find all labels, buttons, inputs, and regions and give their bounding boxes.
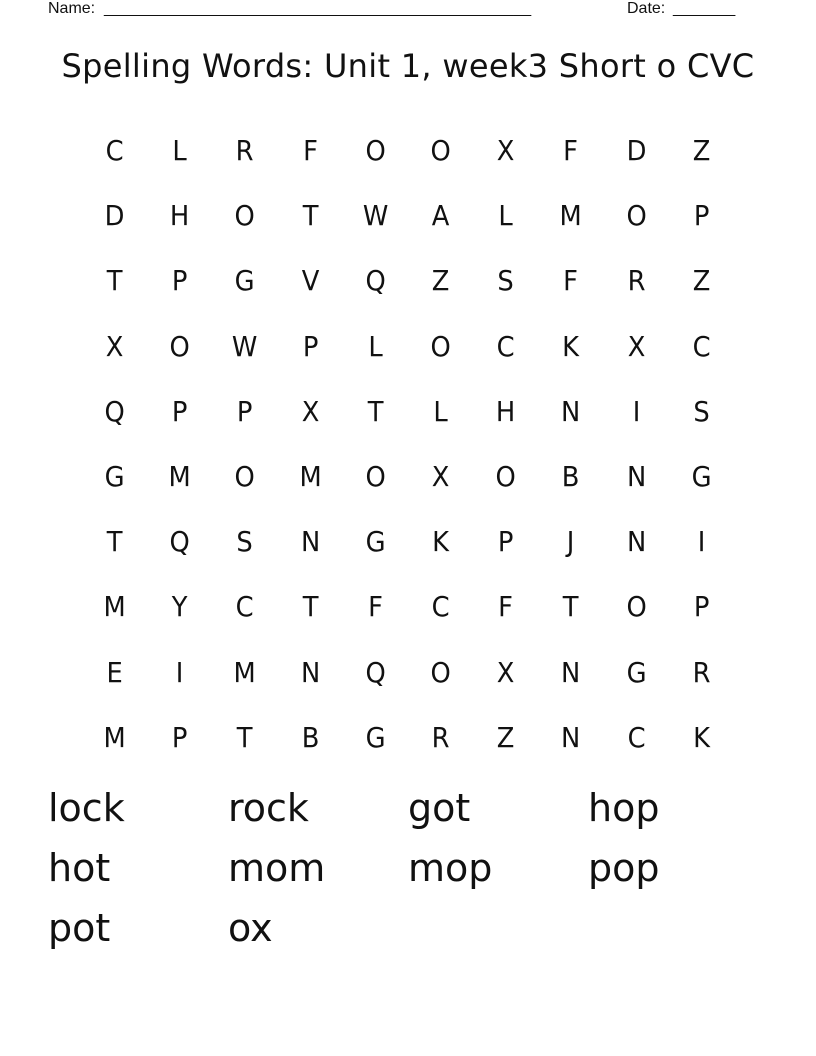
grid-letter[interactable]: Q [365,655,386,689]
word-bank-item: mop [408,846,493,890]
grid-letter[interactable]: K [692,720,710,754]
grid-letter[interactable]: F [563,134,579,168]
grid-letter[interactable]: E [106,655,123,689]
grid-letter[interactable]: T [106,264,123,298]
grid-letter[interactable]: G [104,460,125,494]
grid-letter[interactable]: T [106,525,123,559]
grid-letter[interactable]: B [301,720,319,754]
grid-letter[interactable]: J [567,525,575,559]
word-bank-item: rock [228,786,309,830]
grid-letter[interactable]: G [365,525,386,559]
grid-letter[interactable]: N [561,720,581,754]
grid-letter[interactable]: N [561,394,581,428]
grid-letter[interactable]: P [302,329,318,363]
grid-letter[interactable]: X [105,329,124,363]
grid-letter[interactable]: L [172,134,187,168]
grid-letter[interactable]: M [233,655,257,689]
grid-letter[interactable]: P [172,394,188,428]
grid-letter[interactable]: T [367,394,384,428]
date-label: Date: [627,0,666,17]
grid-letter[interactable]: X [627,329,645,363]
name-label: Name: [48,0,96,17]
grid-letter[interactable]: I [175,655,184,689]
grid-letter[interactable]: G [365,720,386,754]
word-bank-item: ox [228,906,273,950]
grid-letter[interactable]: M [103,720,126,754]
grid-letter[interactable]: N [626,460,646,494]
page-title: Spelling Words: Unit 1, week3 Short o CVC [61,47,755,85]
grid-letter[interactable]: C [692,329,711,363]
grid-letter[interactable]: Y [171,590,188,624]
grid-letter[interactable]: S [693,394,710,428]
grid-letter[interactable]: Z [496,720,515,754]
grid-letter[interactable]: N [300,655,320,689]
grid-letter[interactable]: N [561,655,581,689]
grid-letter[interactable]: A [431,199,450,233]
grid-letter[interactable]: I [632,394,640,428]
grid-letter[interactable]: Q [365,264,386,298]
grid-letter[interactable]: T [563,590,579,624]
grid-letter[interactable]: P [497,525,514,559]
grid-letter[interactable]: O [430,655,451,689]
word-bank-item: mom [228,846,326,890]
word-bank [48,778,768,958]
grid-letter[interactable]: C [627,720,646,754]
grid-letter[interactable]: L [433,394,448,428]
name-date-header [48,0,748,20]
grid-letter[interactable]: S [236,525,254,559]
grid-letter[interactable]: W [362,199,389,233]
grid-letter[interactable]: I [697,525,706,559]
grid-letter[interactable]: O [495,460,516,494]
grid-letter[interactable]: P [693,199,710,233]
grid-letter[interactable]: K [562,329,580,363]
grid-letter[interactable]: V [301,264,319,298]
word-search-grid [82,118,734,770]
grid-letter[interactable]: S [497,264,514,298]
grid-letter[interactable]: D [626,134,647,168]
grid-letter[interactable]: D [104,199,125,233]
grid-letter[interactable]: M [299,460,322,494]
grid-letter[interactable]: H [496,394,516,428]
grid-letter[interactable]: C [496,329,515,363]
grid-letter[interactable]: O [430,134,451,168]
grid-letter[interactable]: C [105,134,124,168]
grid-letter[interactable]: F [367,590,383,624]
word-bank-item: hop [588,786,660,830]
grid-letter[interactable]: Q [104,394,125,428]
grid-letter[interactable]: Z [431,264,450,298]
grid-letter[interactable]: O [234,199,256,233]
grid-letter[interactable]: R [236,134,254,168]
grid-letter[interactable]: G [234,264,255,298]
grid-letter[interactable]: O [625,199,647,233]
grid-letter[interactable]: M [103,590,126,624]
grid-letter[interactable]: R [431,720,450,754]
grid-letter[interactable]: F [302,134,318,168]
grid-letter[interactable]: T [302,199,319,233]
grid-letter[interactable]: N [626,525,646,559]
grid-letter[interactable]: X [301,394,319,428]
word-bank-item: lock [48,786,125,830]
grid-letter[interactable]: K [432,525,449,559]
grid-letter[interactable]: C [235,590,254,624]
grid-letter[interactable]: B [562,460,580,494]
grid-letter[interactable]: G [691,460,712,494]
word-bank-item: pop [588,846,660,890]
grid-letter[interactable]: O [169,329,190,363]
grid-letter[interactable]: O [365,134,386,168]
grid-letter[interactable]: Q [169,525,190,559]
grid-letter[interactable]: X [431,460,450,494]
grid-letter[interactable]: R [627,264,646,298]
grid-letter[interactable]: P [172,720,188,754]
grid-letter[interactable]: P [172,264,188,298]
grid-letter[interactable]: T [302,590,319,624]
grid-letter[interactable]: T [237,720,253,754]
grid-letter[interactable]: G [626,655,647,689]
word-bank-item: pot [48,906,111,950]
grid-letter[interactable]: R [692,655,711,689]
grid-letter[interactable]: L [368,329,383,363]
word-bank-item: hot [48,846,111,890]
grid-letter[interactable]: F [498,590,514,624]
grid-letter[interactable]: N [300,525,320,559]
grid-letter[interactable]: Z [692,134,711,168]
grid-letter[interactable]: O [625,590,647,624]
grid-letter[interactable]: L [498,199,513,233]
grid-letter[interactable]: F [563,264,579,298]
grid-letter[interactable]: W [232,329,258,363]
grid-letter[interactable]: O [430,329,451,363]
grid-letter[interactable]: O [234,460,256,494]
grid-letter[interactable]: O [365,460,386,494]
grid-letter[interactable]: P [693,590,710,624]
grid-letter[interactable]: P [237,394,253,428]
grid-letter[interactable]: X [496,655,515,689]
word-bank-item: got [408,786,471,830]
grid-letter[interactable]: Z [692,264,711,298]
grid-letter[interactable]: M [168,460,191,494]
name-field-line[interactable]: ________________________________________________ [104,0,532,17]
grid-letter[interactable]: X [496,134,515,168]
date-field-line[interactable]: _______ [673,0,736,17]
grid-letter[interactable]: M [559,199,583,233]
grid-letter[interactable]: C [431,590,450,624]
grid-letter[interactable]: H [170,199,190,233]
